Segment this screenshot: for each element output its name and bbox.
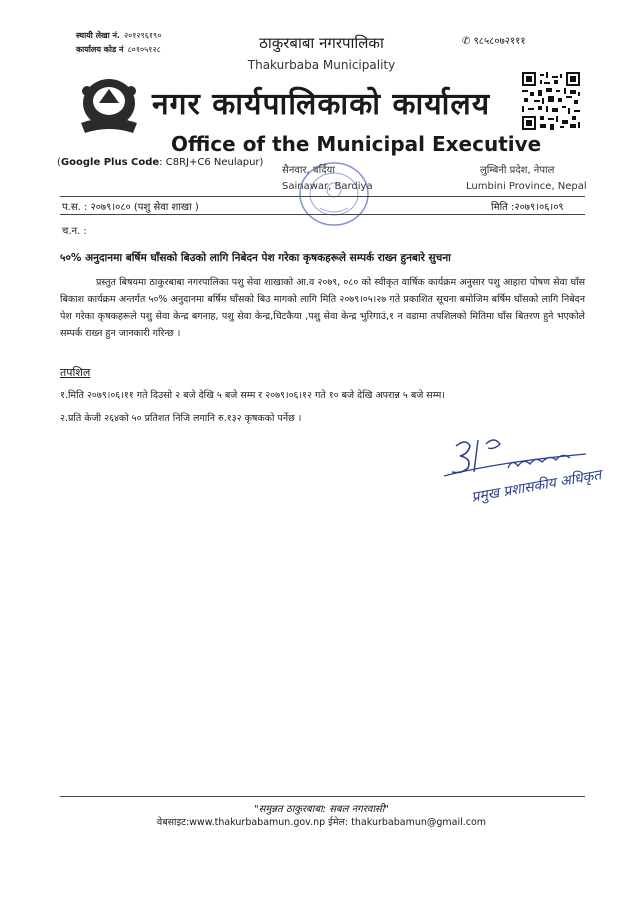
location-center-en: Sainawar, Bardiya <box>282 181 373 192</box>
office-code-label: कार्यालय कोड नं <box>76 45 124 54</box>
reference-number: प.स. : २०७९।०८० (पशु सेवा शाखा ) <box>62 202 199 213</box>
dispatch-number: च.न. : <box>62 226 87 237</box>
municipality-name-en: Thakurbaba Municipality <box>247 58 396 72</box>
qr-code-icon <box>522 72 580 130</box>
google-plus-code-value: : C8RJ+C6 Neulapur) <box>159 157 264 168</box>
body-paragraph: प्रस्तुत बिषयमा ठाकुरबाबा नगरपालिका पशु सेवा शाखाको आ.व २०७९, ०८० को स्वीकृत वार्षिक कार्यक्रम अनुसार पशु आहारा पोषण सेवा घाँस बिकाश कार्यक्रम अन्तर्गत ५०% अनुदानमा बर्षिम घाँसको बिउ मागको लागि मिति २०७९।०५।२७ गते प्रकाशित सूचना बमोजिम बर्षिम घाँसको लागि निबेदन पेश गरेका कृषकहरूले पशु सेवा केन्द्र बगनाह, पशु सेवा केन्द्र,चिटकैया ,पशु सेवा केन्द्र भुरिगाउं,१ न वडामा तपशिलको मितिमा घाँस बितरण हुने भएकोले सम्पर्क राख्न हुन जानकारी गरिन्छ । <box>60 277 585 339</box>
footer-slogan: "समुन्नत ठाकुरबाबा: सबल नगरवासी" <box>253 804 390 815</box>
phone-icon: ✆ <box>462 36 471 47</box>
office-code-value: ८०१०५१२८ <box>127 45 161 54</box>
office-title-en: Office of the Municipal Executive <box>171 132 542 156</box>
subject-line: ५०% अनुदानमा बर्षिम घाँसको बिउको लागि निबेदन पेश गरेका कृषकहरूले सम्पर्क राख्न हुनबारे सुचना <box>60 252 451 264</box>
schedule-item-1: १.मिति २०७९।०६।११ गते दिउसो २ बजे देखि ५ बजे सम्म र २०७९।०६।१२ गते १० बजे देखि अपरान्न ५ बजे सम्म। <box>60 390 445 401</box>
phone-number: ९८५८०७२१११ <box>473 36 526 47</box>
google-plus-code-open: ( <box>57 157 61 168</box>
footer-contact: वेबसाइट:www.thakurbabamun.gov.np ईमेल: thakurbabamun@gmail.com <box>156 817 487 828</box>
schedule-item-2: २.प्रति केजी २६४को ५० प्रतिशत निजि लगानि रु.१३२ कृषकको पर्नेछ । <box>60 413 302 424</box>
footer-divider <box>60 796 585 797</box>
signatory-title: प्रमुख प्रशासकीय अधिकृत <box>470 467 603 506</box>
location-center-np: सैनवार, बर्दिया <box>282 165 335 176</box>
pan-value: २०१२९६१९० <box>123 31 162 40</box>
location-right-en: Lumbini Province, Nepal <box>466 181 587 192</box>
tapsil-heading: तपशिल <box>60 366 91 379</box>
google-plus-code <box>57 157 263 168</box>
google-plus-code-label: Google Plus Code <box>60 157 160 168</box>
office-title-np: नगर कार्यपालिकाको कार्यालय <box>152 87 491 122</box>
letter-date: मिति :२०७९।०६।०९ <box>491 202 564 213</box>
location-right-np: लुम्बिनी प्रदेश, नेपाल <box>480 165 555 176</box>
meta-divider <box>60 214 585 215</box>
header-divider <box>60 196 585 197</box>
municipality-emblem-icon <box>73 73 145 137</box>
office-seal-stamp <box>298 160 370 228</box>
municipality-name-np: ठाकुरबाबा नगरपालिका <box>259 34 384 52</box>
pan-label: स्थायी लेखा नं. <box>76 31 120 40</box>
